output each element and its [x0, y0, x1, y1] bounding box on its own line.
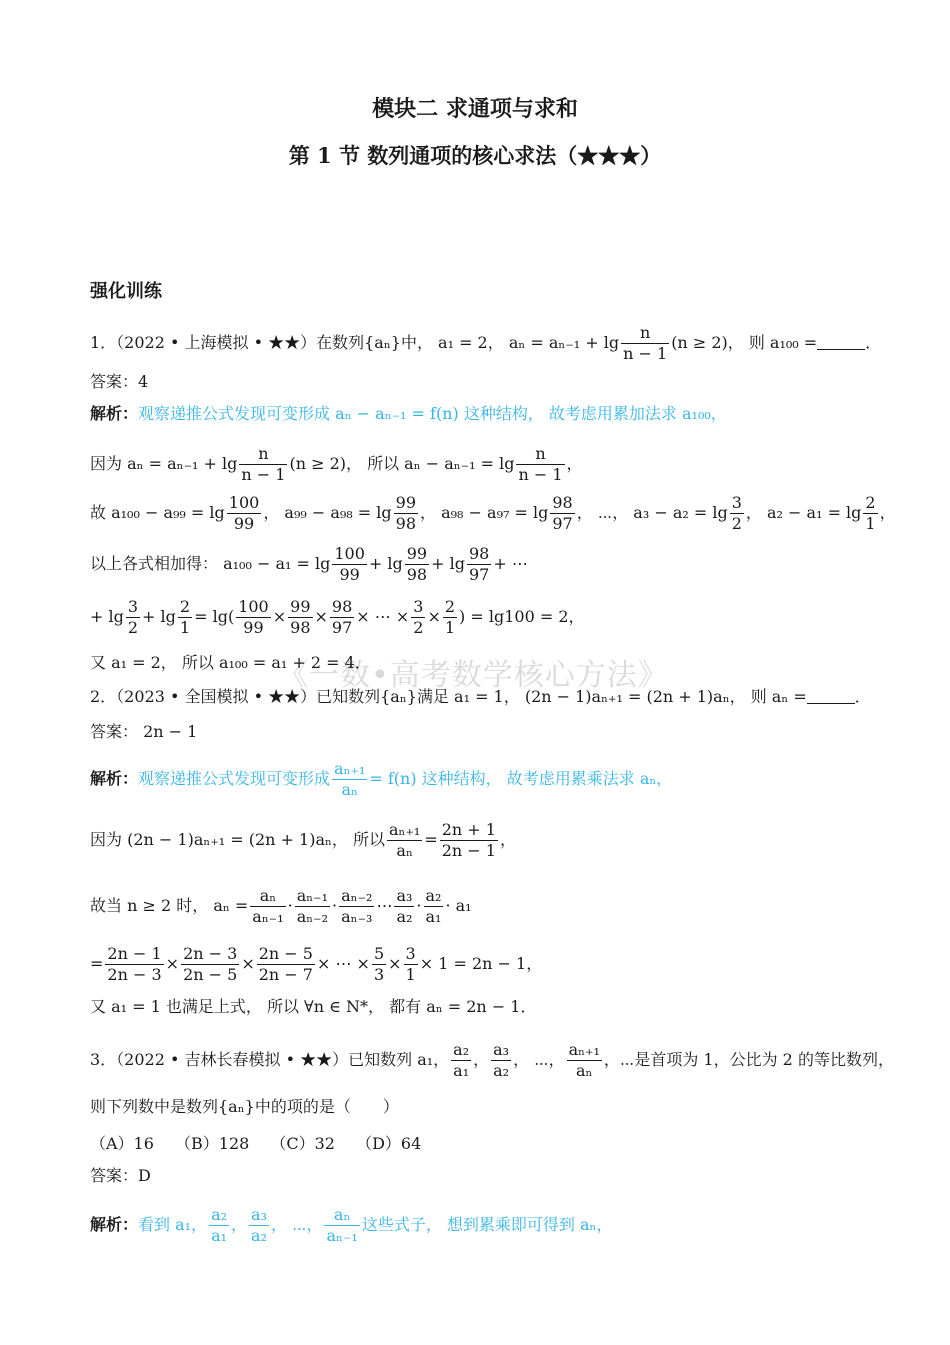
watermark: 《一数•高考数学核心方法》 — [278, 658, 669, 693]
fraction: $\frac{\text{aₙ₊₁}}{\text{aₙ}}$ — [568, 1040, 600, 1080]
fraction: $\frac{98}{97}$ — [468, 544, 490, 584]
q3-stem: 3．（2022 • 吉林长春模拟 • ★★）已知数列 a₁， $\frac{\text{a₂}}{\text{a₁}}$ ， $\frac{\text{a₃}}{\text{a₂}}$ ， ⋯， $\frac{\text{aₙ₊₁}}{\text{aₙ}}$ ，⋯是首项为 1，公比为 2 的等比数列， — [90, 1040, 894, 1080]
fraction: $\frac{3}{1}$ — [405, 944, 416, 984]
fraction: $\frac{3}{2}$ — [413, 597, 424, 637]
fraction: $\frac{98}{97}$ — [552, 493, 573, 533]
fraction: $\frac{n}{n - 1}$ — [623, 323, 668, 363]
q3-options: （A）16 （B）128 （C）32 （D）64 — [90, 1134, 422, 1153]
q1-stem: 1．（2022 • 上海模拟 • ★★）在数列{aₙ}中， a₁ = 2， aₙ = aₙ₋₁ + lg $\frac{n}{n - 1}$ (n ≥ 2)， 则 a₁₀₀ = ． — [90, 323, 882, 363]
q3-stem-line2: 则下列数中是数列{aₙ}中的项的是（ ） — [90, 1097, 399, 1116]
fraction: $\frac{\text{aₙ}}{\text{aₙ₋₁}}$ — [326, 1205, 358, 1245]
module-title: 模块二 求通项与求和 — [372, 96, 578, 122]
fraction: $\frac{\text{aₙ₋₁}}{\text{aₙ₋₂}}$ — [296, 886, 329, 926]
fraction: $\frac{\text{a₃}}{\text{a₂}}$ — [396, 886, 413, 926]
fraction: $\frac{2n - 5}{2n - 7}$ — [258, 944, 313, 984]
q1-analysis: 解析：观察递推公式发现可变形成 aₙ − aₙ₋₁ = f(n) 这种结构， 故考虑用累加法求 a₁₀₀， — [90, 404, 727, 423]
answer-blank — [817, 335, 865, 350]
fraction: $\frac{3}{2}$ — [731, 493, 742, 533]
fraction: $\frac{3}{2}$ — [127, 597, 139, 637]
q3-analysis: 解析：看到 a₁， $\frac{\text{a₂}}{\text{a₁}}$ ， $\frac{\text{a₃}}{\text{a₂}}$ ， ⋯， $\frac{\text{aₙ}}{\text{aₙ₋₁}}$ 这些式子， 想到累乘即可得到 aₙ， — [90, 1205, 613, 1245]
fraction: $\frac{\text{a₃}}{\text{a₂}}$ — [493, 1040, 510, 1080]
section-label: 强化训练 — [90, 281, 162, 302]
q2-analysis: 解析：观察递推公式发现可变形成 $\frac{\text{aₙ₊₁}}{\text{aₙ}}$ = f(n) 这种结构， 故考虑用累乘法求 aₙ， — [90, 759, 673, 799]
q2-step4: 又 a₁ = 1 也满足上式， 所以 ∀n ∈ N*， 都有 aₙ = 2n − 1． — [90, 997, 537, 1016]
fraction: $\frac{99}{98}$ — [290, 597, 311, 637]
fraction: $\frac{99}{98}$ — [406, 544, 428, 584]
q1-answer: 答案：4 — [90, 372, 149, 391]
fraction: $\frac{\text{a₂}}{\text{a₁}}$ — [453, 1040, 470, 1080]
fraction: $\frac{2}{1}$ — [444, 597, 456, 637]
section-title: 第 1 节 数列通项的核心求法（★★★） — [288, 143, 662, 168]
fraction: $\frac{100}{99}$ — [334, 544, 365, 584]
fraction: $\frac{2}{1}$ — [179, 597, 191, 637]
fraction: $\frac{\text{a₂}}{\text{a₁}}$ — [425, 886, 442, 926]
fraction: $\frac{2n - 3}{2n - 5}$ — [183, 944, 238, 984]
answer-blank — [807, 689, 855, 704]
q1-step2: 故 a₁₀₀ − a₉₉ = lg $\frac{100}{99}$ ， a₉₉ − a₉₈ = lg $\frac{99}{98}$ ， a₉₈ − a₉₇ = lg $\frac{98}{97}$ ， ⋯， a₃ − a₂ = lg $\frac{3}{2}$ ， a₂ − a₁ = lg $\frac{2}{1}$ ， — [90, 493, 896, 533]
q2-step3: = $\frac{2n - 1}{2n - 3}$ × $\frac{2n - 3}{2n - 5}$ × $\frac{2n - 5}{2n - 7}$ × ⋯ × $\frac{5}{3}$ × $\frac{3}{1}$ × 1 = 2n − 1， — [90, 944, 543, 984]
fraction: $\frac{\text{a₃}}{\text{a₂}}$ — [251, 1205, 267, 1245]
fraction: $\frac{100}{99}$ — [228, 493, 260, 533]
q1-step1: 因为 aₙ = aₙ₋₁ + lg $\frac{n}{n - 1}$ (n ≥ 2)， 所以 aₙ − aₙ₋₁ = lg $\frac{n}{n - 1}$ ， — [90, 444, 583, 484]
fraction: $\frac{5}{3}$ — [373, 944, 385, 984]
fraction: $\frac{\text{aₙ}}{\text{aₙ₋₁}}$ — [252, 886, 284, 926]
fraction: $\frac{99}{98}$ — [395, 493, 417, 533]
q1-step5: 又 a₁ = 2， 所以 a₁₀₀ = a₁ + 2 = 4． — [90, 653, 371, 672]
q2-stem: 2．（2023 • 全国模拟 • ★★）已知数列{aₙ}满足 a₁ = 1， (2n − 1)aₙ₊₁ = (2n + 1)aₙ， 则 aₙ = ． — [90, 687, 871, 706]
fraction: $\frac{2}{1}$ — [865, 493, 876, 533]
q1-step3: 以上各式相加得： a₁₀₀ − a₁ = lg $\frac{100}{99}$ + lg $\frac{99}{98}$ + lg $\frac{98}{97}$ + ⋯ — [90, 544, 528, 584]
q1-step4: + lg $\frac{3}{2}$ + lg $\frac{2}{1}$ = lg( $\frac{100}{99}$ × $\frac{99}{98}$ × $\frac{98}{97}$ × ⋯ × $\frac{3}{2}$ × $\frac{2}{1}$ ) = lg100 = 2， — [90, 597, 585, 637]
fraction: $\frac{\text{a₂}}{\text{a₁}}$ — [211, 1205, 228, 1245]
fraction: $\frac{\text{aₙ₋₂}}{\text{aₙ₋₃}}$ — [341, 886, 373, 926]
fraction: $\frac{100}{99}$ — [238, 597, 269, 637]
q2-step1: 因为 (2n − 1)aₙ₊₁ = (2n + 1)aₙ， 所以 $\frac{\text{aₙ₊₁}}{\text{aₙ}}$ = $\frac{2n + 1}{2n - 1}$ ， — [90, 820, 516, 860]
fraction: $\frac{2n - 1}{2n - 3}$ — [107, 944, 162, 984]
q2-step2: 故当 n ≥ 2 时， aₙ = $\frac{\text{aₙ}}{\text{aₙ₋₁}}$ · $\frac{\text{aₙ₋₁}}{\text{aₙ₋₂}}$ · $\frac{\text{aₙ₋₂}}{\text{aₙ₋₃}}$ ⋯ $\frac{\text{a₃}}{\text{a₂}}$ · $\frac{\text{a₂}}{\text{a₁}}$ · a₁ — [90, 886, 472, 926]
q3-answer: 答案：D — [90, 1166, 151, 1185]
q2-answer: 答案： 2n − 1 — [90, 722, 198, 741]
fraction: $\frac{98}{97}$ — [331, 597, 353, 637]
